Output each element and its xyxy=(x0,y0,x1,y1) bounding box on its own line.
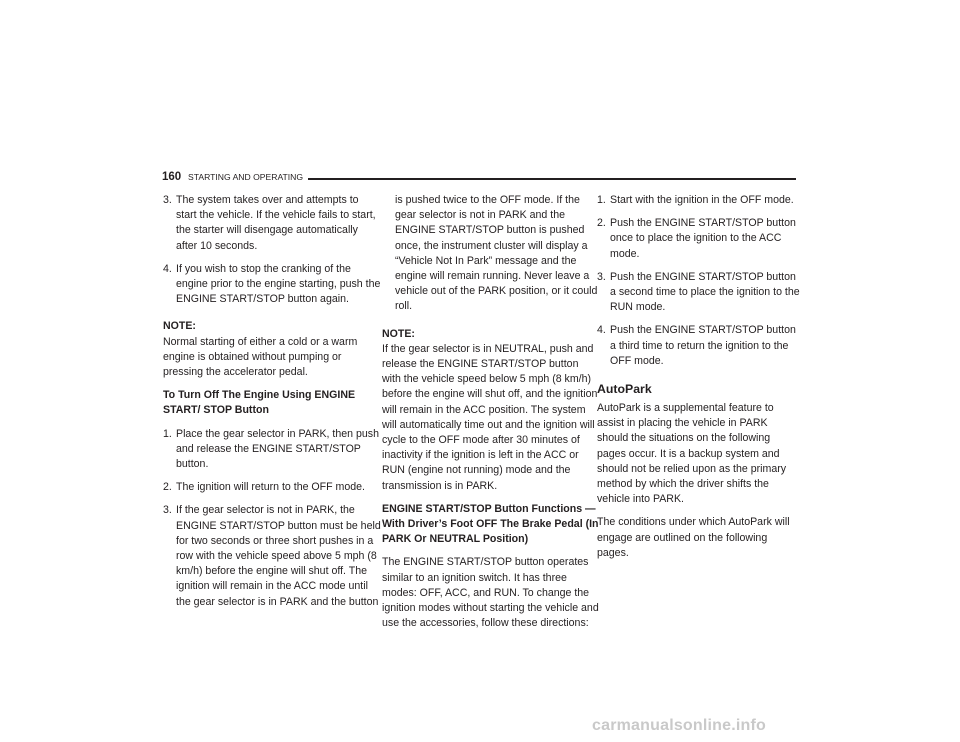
note-text: If the gear selector is in NEUTRAL, push and release the ENGINE START/STOP button with the vehicle speed below 5 mph (8 km/h) before the engine will shut off, and the ignition will remain in the ACC position. The system will automatically time out and the ignition will cycle to the OFF mode after 30 minutes of inactivity if the ignition is left in the ACC or RUN (engine not running) mode and the transmission is in PARK. xyxy=(382,342,598,492)
subheading: ENGINE START/STOP Button Functions — With Driver’s Foot OFF The Brake Pedal (In PARK Or NEUTRAL Position) xyxy=(382,502,599,546)
list-number: 3. xyxy=(597,270,606,283)
column-left xyxy=(163,193,381,618)
body-paragraph: The ENGINE START/STOP button operates similar to an ignition switch. It has three modes: OFF, ACC, and RUN. To change the ignition modes without starting the vehicle and use the accessories, follow these directions: xyxy=(382,556,599,630)
list-text: Push the ENGINE START/STOP button a second time to place the ignition to the RUN mode. xyxy=(610,270,800,314)
list-number: 1. xyxy=(163,427,172,440)
list-text: Start with the ignition in the OFF mode. xyxy=(610,194,794,206)
list-item xyxy=(163,480,381,495)
list-item xyxy=(597,270,801,316)
list-text: If the gear selector is not in PARK, the ENGINE START/STOP button must be held for two seconds or three short pushes in a row with the vehicle speed above 5 mph (8 km/h) before the engine will shut off. The ignition will remain in the ACC mode until the gear selector is in PARK and the button xyxy=(176,504,381,608)
list-text: The system takes over and attempts to start the vehicle. If the vehicle fails to start, the starter will disengage automatically after 10 seconds. xyxy=(176,194,376,252)
list-number: 4. xyxy=(597,324,606,337)
subheading: To Turn Off The Engine Using ENGINE START/ STOP Button xyxy=(163,389,356,417)
list-number: 3. xyxy=(163,504,172,517)
header-rule xyxy=(308,178,796,180)
note-text: Normal starting of either a cold or a warm engine is obtained without pumping or pressing the accelerator pedal. xyxy=(163,335,358,379)
body-paragraph: The conditions under which AutoPark will engage are outlined on the following pages. xyxy=(597,516,790,559)
list-text: If you wish to stop the cranking of the engine prior to the engine starting, push the ENGINE START/STOP button again. xyxy=(176,262,381,306)
list-number: 2. xyxy=(597,217,606,230)
note-label: NOTE: xyxy=(382,327,415,340)
body-paragraph: AutoPark is a supplemental feature to assist in placing the vehicle in PARK should the situations on the following pages occur. It is a backup system and should not be relied upon as the primary method by which the driver shifts the vehicle into PARK. xyxy=(597,402,787,506)
list-number: 2. xyxy=(163,481,172,494)
list-number: 3. xyxy=(163,194,172,206)
note-label: NOTE: xyxy=(163,320,196,333)
list-item xyxy=(163,193,381,254)
section-heading: AutoPark xyxy=(597,382,652,397)
list-text: The ignition will return to the OFF mode. xyxy=(176,481,366,494)
column-middle xyxy=(382,193,600,639)
list-text: Push the ENGINE START/STOP button once to place the ignition to the ACC mode. xyxy=(610,217,796,260)
list-number: 1. xyxy=(597,194,606,206)
list-number: 4. xyxy=(163,262,172,275)
list-item xyxy=(597,193,801,208)
page-header xyxy=(162,170,798,184)
list-item xyxy=(163,262,381,308)
section-title: STARTING AND OPERATING xyxy=(188,172,304,182)
list-item xyxy=(597,323,801,369)
list-text: Place the gear selector in PARK, then push and release the ENGINE START/STOP button. xyxy=(176,427,379,471)
list-item xyxy=(163,427,381,473)
column-right xyxy=(597,193,801,569)
list-item xyxy=(597,216,801,262)
list-text: Push the ENGINE START/STOP button a third time to return the ignition to the OFF mode. xyxy=(610,324,796,367)
watermark-link[interactable]: carmanualsonline.info xyxy=(592,717,767,734)
page-number: 160 xyxy=(162,171,182,183)
list-continuation: is pushed twice to the OFF mode. If the gear selector is not in PARK and the ENGINE START/STOP button is pushed once, the instrument cluster will display a “Vehicle Not In Park” message and the engine will remain running. Never leave a vehicle out of the PARK position, or it could roll. xyxy=(395,194,598,313)
list-item xyxy=(163,503,381,609)
